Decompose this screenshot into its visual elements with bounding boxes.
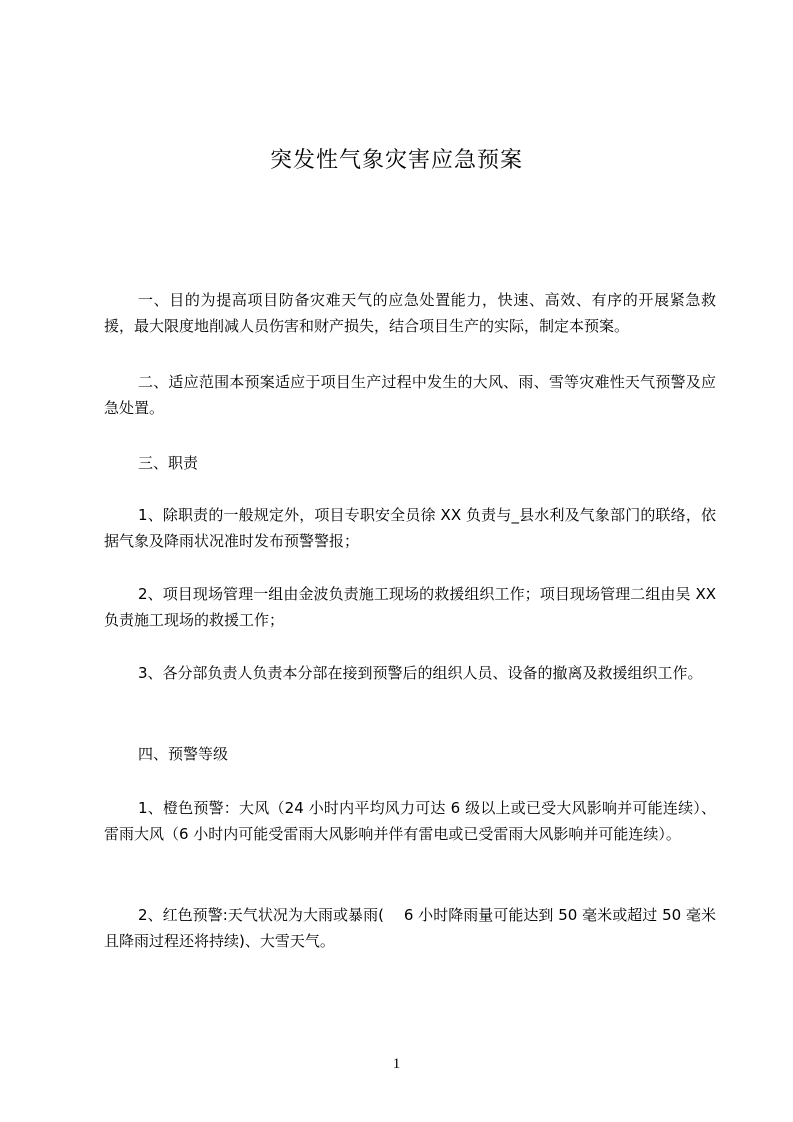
document-title: 突发性气象灾害应急预案 — [269, 148, 523, 173]
paragraph-scope: 二、适应范围本预案适应于项目生产过程中发生的大风、雨、雪等灾难性天气预警及应急处置。 — [104, 373, 716, 417]
paragraph-red-warning: 2、红色预警:天气状况为大雨或暴雨( 6 小时降雨量可能达到 50 毫米或超过 50 毫米且降雨过程还将持续)、大雪天气。 — [104, 906, 716, 950]
paragraph-responsibility-1: 1、除职责的一般规定外，项目专职安全员徐 XX 负责与_县水利及气象部门的联络，依据气象及降雨状况准时发布预警警报； — [104, 506, 716, 550]
paragraph-responsibility-3: 3、各分部负责人负责本分部在接到预警后的组织人员、设备的撤离及救援组织工作。 — [138, 664, 703, 682]
section-heading-responsibilities: 三、职责 — [138, 454, 199, 472]
page-number: 1 — [392, 1056, 401, 1072]
paragraph-orange-warning: 1、橙色预警：大风（24 小时内平均风力可达 6 级以上或已受大风影响并可能连续）、雷雨大风（6 小时内可能受雷雨大风影响并伴有雷电或已受雷雨大风影响并可能连续）。 — [104, 799, 716, 843]
paragraph-responsibility-2: 2、项目现场管理一组由金波负责施工现场的救援组织工作；项目现场管理二组由吴 XX 负责施工现场的救援工作； — [104, 585, 716, 629]
section-heading-warning-levels: 四、预警等级 — [138, 745, 229, 763]
paragraph-purpose: 一、目的为提高项目防备灾难天气的应急处置能力，快速、高效、有序的开展紧急救援，最大限度地削减人员伤害和财产损失，结合项目生产的实际，制定本预案。 — [104, 291, 716, 335]
